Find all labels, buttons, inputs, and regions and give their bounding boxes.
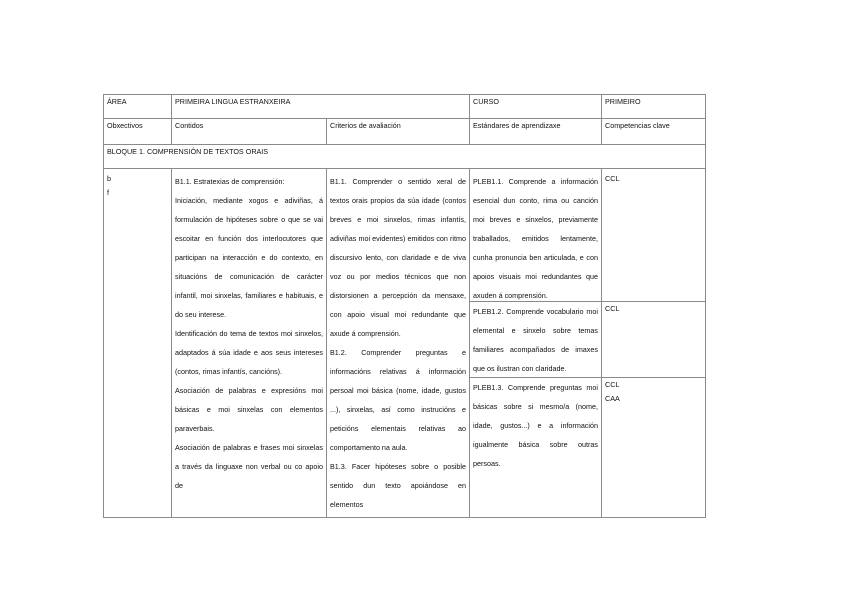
criterio-paragraph: B1.3. Facer hipóteses sobre o posible sentido dun texto apoiándose en elementos [330,462,466,509]
criterio-paragraph: B1.2. Comprender preguntas e informacións relativas á información persoal moi básica (nome, idade, gustos ...), sinxelas, así como instrucións e peticións elementais relativas ao comportamento na aula. [330,348,466,452]
curso-label: CURSO [470,95,602,119]
col-header-contidos: Contidos [172,119,327,145]
area-row [104,95,706,119]
area-label: ÁREA [104,95,172,119]
content-row [104,169,706,518]
contido-paragraph: Identificación do tema de textos moi sinxelos, adaptados á súa idade e aos seus intereses (contos, rimas infantís, cancións). [175,329,323,376]
col-header-obxectivos: Obxectivos [104,119,172,145]
area-value: PRIMEIRA LINGUA ESTRANXEIRA [172,95,470,119]
competencia-code: CAA [605,394,620,403]
competencia-group [602,299,705,378]
curriculum-table [103,94,706,518]
contido-paragraph: B1.1. Estratexias de comprensión: [175,177,285,186]
estandar-item: PLEB1.3. Comprende preguntas moi básicas sobre si mesmo/a (nome, idade, gustos...) e a información igualmente básica sobre outras persoas. [473,383,598,468]
col-header-competencias: Competencias clave [602,119,706,145]
competencia-group [602,375,705,473]
bloque-row [104,145,706,169]
contido-paragraph: Asociación de palabras e expresións moi básicas e moi sinxelas con elementos paraverbais. [175,386,323,433]
contido-paragraph: Iniciación, mediante xogos e adiviñas, á formulación de hipóteses sobre o que se vai escoitar en función dos interlocutores que participan na interacción e do contexto, en situacións de comunicación de carácter infantil, moi sinxelas, familiares e habituais, e do seu interese. [175,196,323,319]
col-header-criterios: Criterios de avaliación [327,119,470,145]
contido-paragraph: Asociación de palabras e frases moi sinxelas a través da linguaxe non verbal ou co apoio de [175,443,323,490]
estandar-item: PLEB1.1. Comprende a información esencial dun conto, rima ou canción moi breves e sinxelos, previamente traballados, emitidos lentamente, cunha pronuncia ben articulada, e con apoios visuais moi redundantes que axuden á comprensión. [470,169,601,302]
column-header-row [104,119,706,145]
competencia-code: CCL [605,380,620,389]
contidos-cell [172,169,327,518]
obxectivo-item: b [107,174,111,183]
estandares-cell [470,169,602,518]
estandar-item: PLEB1.2. Comprende vocabulario moi elemental e sinxelo sobre temas familiares acompañados de imaxes que os ilustran con claridade. [470,299,601,378]
obxectivos-cell [104,169,172,518]
competencia-group [602,169,705,302]
criterios-cell [327,169,470,518]
competencias-cell [602,169,706,518]
criterio-paragraph: B1.1. Comprender o sentido xeral de textos orais propios da súa idade (contos breves e moi sinxelos, rimas infantís, adiviñas moi evidentes) emitidos con ritmo discursivo lento, con claridade e de viva voz ou por medios técnicos que non distorsionen a percepción da mensaxe, con apoio visual moi redundante que axude á comprensión. [330,177,466,338]
curso-value: PRIMEIRO [602,95,706,119]
competencia-code: CCL [605,304,620,313]
competencia-code: CCL [605,174,620,183]
col-header-estandares: Estándares de aprendizaxe [470,119,602,145]
bloque-title: BLOQUE 1. COMPRENSIÓN DE TEXTOS ORAIS [104,145,706,169]
obxectivo-item: f [107,188,109,197]
